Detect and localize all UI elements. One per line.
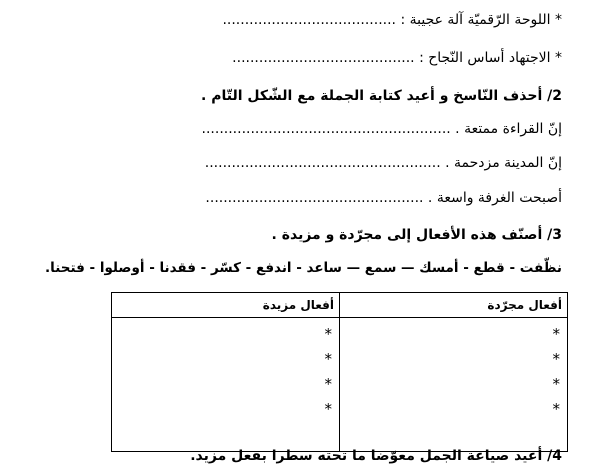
exercise-4-heading: 4/ أعيد صياغة الجمل معوّضا ما تحته سطرا بفعل مزيد.: [190, 448, 562, 464]
abstract-verb-slot: *: [552, 400, 560, 418]
abstract-verb-slot: *: [552, 350, 560, 368]
sentence-room: أصبحت الغرفة واسعة . .................................................: [205, 190, 562, 206]
sentence-digital-board: * اللوحة الرّقميّة آلة عجيبة : .......................................: [222, 12, 562, 28]
sentence-reading: إنّ القراءة ممتعة . ........................................................: [201, 121, 562, 137]
augmented-verb-slot: *: [324, 375, 332, 393]
verbs-list: نظّفت - قطع - أمسك — سمع — ساعد - اندفع - كسّر - فقدنا - أوصلوا - فتحنا.: [45, 260, 562, 276]
verbs-classification-table: [111, 292, 568, 452]
augmented-verb-slot: *: [324, 400, 332, 418]
augmented-verb-slot: *: [324, 325, 332, 343]
sentence-diligence: * الاجتهاد أساس النّجاح : .........................................: [232, 50, 562, 66]
header-augmented-verbs: أفعال مزيدة: [112, 293, 340, 318]
augmented-verb-slot: *: [324, 350, 332, 368]
header-abstract-verbs: أفعال مجرّدة: [340, 293, 568, 318]
abstract-verb-slot: *: [552, 325, 560, 343]
abstract-verb-slot: *: [552, 375, 560, 393]
exercise-3-heading: 3/ أصنّف هذه الأفعال إلى مجرّدة و مزيدة .: [271, 227, 562, 243]
augmented-verbs-cell[interactable]: [112, 318, 340, 452]
abstract-verbs-cell[interactable]: [340, 318, 568, 452]
sentence-city: إنّ المدينة مزدحمة . .....................................................: [204, 155, 562, 171]
exercise-2-heading: 2/ أحذف النّاسخ و أعيد كتابة الجملة مع الشّكل التّام .: [201, 88, 562, 104]
